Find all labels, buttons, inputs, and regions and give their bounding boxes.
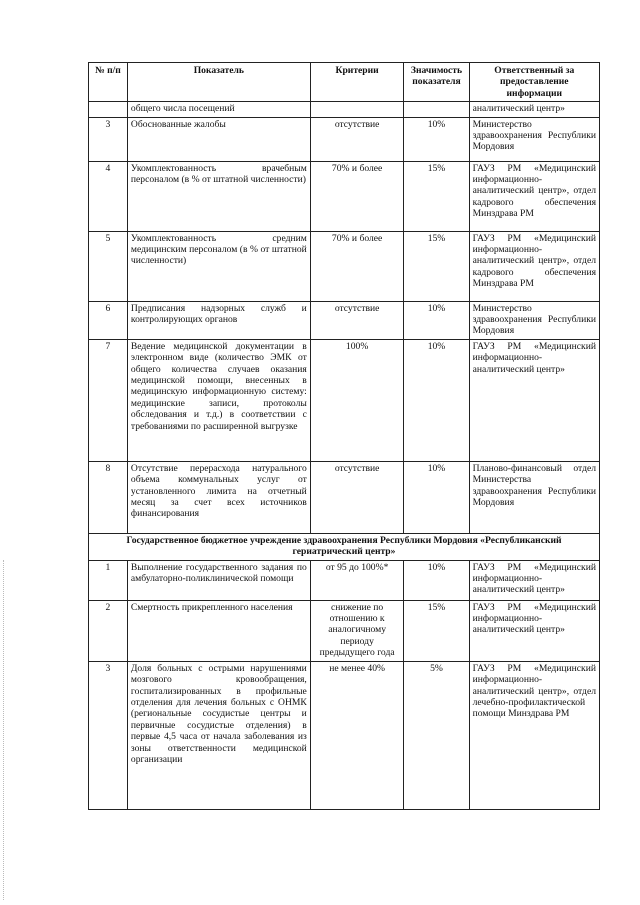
table-row bbox=[89, 339, 600, 461]
cell-criteria: отсутствие bbox=[310, 301, 404, 339]
table-row bbox=[89, 301, 600, 339]
cell-num: 5 bbox=[89, 231, 128, 301]
table-row bbox=[89, 560, 600, 600]
cell-indicator: Выполнение государственного задания по амбулаторно-поликлинической помощи bbox=[127, 560, 310, 600]
cell-indicator: Укомплектованность врачебным персоналом (в % от штатной численности) bbox=[127, 161, 310, 231]
cell-criteria: не менее 40% bbox=[310, 661, 404, 809]
table-row bbox=[89, 600, 600, 661]
header-criteria: Критерии bbox=[310, 63, 404, 102]
header-weight: Значимость показателя bbox=[404, 63, 469, 102]
criteria-table bbox=[88, 62, 600, 810]
cell-responsible: Планово-финансовый отдел Министерства здравоохранения Республики Мордовия bbox=[469, 461, 599, 533]
scan-edge-marks bbox=[3, 560, 6, 900]
table-header-row bbox=[89, 63, 600, 102]
cell-num: 6 bbox=[89, 301, 128, 339]
header-num: № п/п bbox=[89, 63, 128, 102]
cell-weight: 5% bbox=[404, 661, 469, 809]
cell-indicator: Ведение медицинской документации в электронном виде (количество ЭМК от общего количества случаев оказания медицинской помощи, внесенных в медицинскую информационную систему: медицинские записи, протоколы обследования и т.д.) в соответствии с требованиями по расширенной выгрузке bbox=[127, 339, 310, 461]
cell-weight: 10% bbox=[404, 339, 469, 461]
cell-num: 3 bbox=[89, 117, 128, 161]
cell-responsible: ГАУЗ РМ «Медицинский информационно-аналитический центр» bbox=[469, 600, 599, 661]
cell-responsible: Министерство здравоохранения Республики Мордовия bbox=[469, 301, 599, 339]
cell-indicator: общего числа посещений bbox=[127, 102, 310, 117]
cell-criteria bbox=[310, 102, 404, 117]
cell-responsible: ГАУЗ РМ «Медицинский информационно-аналитический центр», отдел кадрового обеспечения Минздрава РМ bbox=[469, 231, 599, 301]
cell-indicator: Смертность прикрепленного населения bbox=[127, 600, 310, 661]
cell-num: 7 bbox=[89, 339, 128, 461]
header-indicator: Показатель bbox=[127, 63, 310, 102]
cell-weight: 15% bbox=[404, 161, 469, 231]
section-row bbox=[89, 533, 600, 560]
cell-criteria: отсутствие bbox=[310, 461, 404, 533]
cell-responsible: аналитический центр» bbox=[469, 102, 599, 117]
cell-criteria: от 95 до 100%* bbox=[310, 560, 404, 600]
cell-criteria: отсутствие bbox=[310, 117, 404, 161]
cell-weight: 10% bbox=[404, 117, 469, 161]
cell-responsible: ГАУЗ РМ «Медицинский информационно-аналитический центр», отдел кадрового обеспечения Минздрава РМ bbox=[469, 161, 599, 231]
cell-weight: 10% bbox=[404, 461, 469, 533]
cell-responsible: Министерство здравоохранения Республики Мордовия bbox=[469, 117, 599, 161]
cell-weight bbox=[404, 102, 469, 117]
cell-indicator: Укомплектованность средним медицинским персоналом (в % от штатной численности) bbox=[127, 231, 310, 301]
cell-weight: 15% bbox=[404, 231, 469, 301]
cell-num: 3 bbox=[89, 661, 128, 809]
cell-responsible: ГАУЗ РМ «Медицинский информационно-аналитический центр», отдел лечебно-профилактической помощи Минздрава РМ bbox=[469, 661, 599, 809]
table-row bbox=[89, 117, 600, 161]
cell-criteria: снижение по отношению к аналогичному периоду предыдущего года bbox=[310, 600, 404, 661]
cell-indicator: Обоснованные жалобы bbox=[127, 117, 310, 161]
table-row bbox=[89, 231, 600, 301]
cell-num bbox=[89, 102, 128, 117]
section-title: Государственное бюджетное учреждение здравоохранения Республики Мордовия «Республиканский гериатрический центр» bbox=[89, 533, 600, 560]
table-row bbox=[89, 161, 600, 231]
cell-criteria: 100% bbox=[310, 339, 404, 461]
cell-num: 4 bbox=[89, 161, 128, 231]
cell-weight: 15% bbox=[404, 600, 469, 661]
table-row bbox=[89, 661, 600, 809]
cell-weight: 10% bbox=[404, 301, 469, 339]
cell-num: 1 bbox=[89, 560, 128, 600]
cell-indicator: Доля больных с острыми нарушениями мозгового кровообращения, госпитализированных в профильные отделения для лечения больных с ОНМК (региональные сосудистые центры и первичные сосудистые отделения) в первые 4,5 часа от начала заболевания из зоны ответственности медицинской организации bbox=[127, 661, 310, 809]
cell-indicator: Предписания надзорных служб и контролирующих органов bbox=[127, 301, 310, 339]
cell-responsible: ГАУЗ РМ «Медицинский информационно-аналитический центр» bbox=[469, 339, 599, 461]
header-responsible: Ответственный за предоставление информации bbox=[469, 63, 599, 102]
cell-criteria: 70% и более bbox=[310, 231, 404, 301]
table-row-continuation bbox=[89, 102, 600, 117]
cell-num: 2 bbox=[89, 600, 128, 661]
cell-weight: 10% bbox=[404, 560, 469, 600]
cell-criteria: 70% и более bbox=[310, 161, 404, 231]
cell-indicator: Отсутствие перерасхода натурального объема коммунальных услуг от установленного лимита на отчетный месяц за счет всех источников финансирования bbox=[127, 461, 310, 533]
table-row bbox=[89, 461, 600, 533]
cell-num: 8 bbox=[89, 461, 128, 533]
cell-responsible: ГАУЗ РМ «Медицинский информационно-аналитический центр» bbox=[469, 560, 599, 600]
